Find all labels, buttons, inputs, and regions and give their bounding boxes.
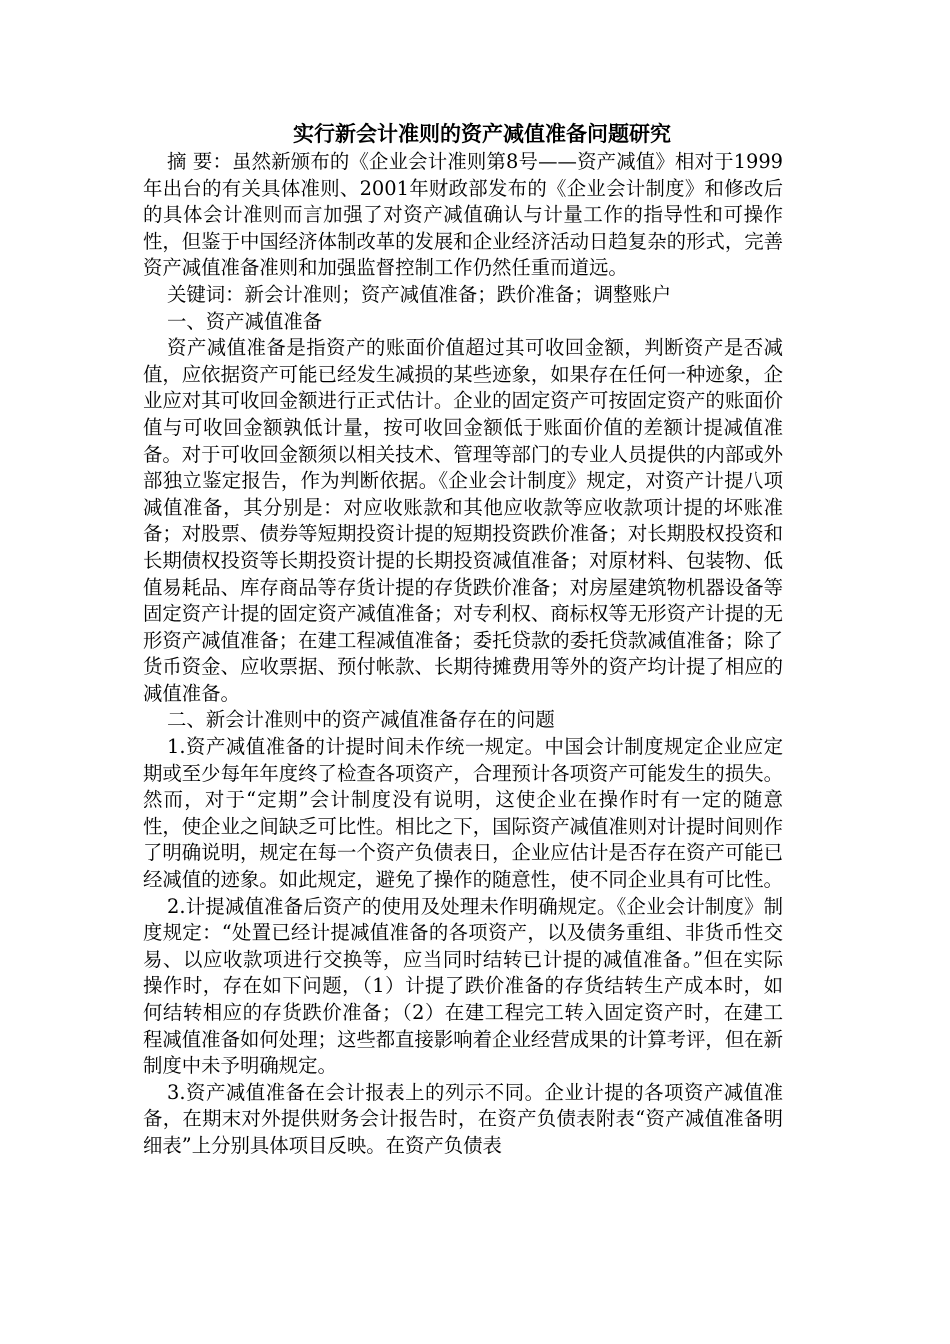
section-heading-2: 二、新会计准则中的资产减值准备存在的问题 (167, 708, 555, 732)
keywords-paragraph: 关键词：新会计准则；资产减值准备；跌价准备；调整账户 (167, 282, 672, 306)
document-body (143, 119, 783, 1160)
body-paragraph: 2.计提减值准备后资产的使用及处理未作明确规定。《企业会计制度》制度规定：“处置已经计提减值准备的各项资产，以及债务重组、非货币性交易、以应收款项进行交换等，应当同时结转已计提的减值准备。”但在实际操作时，存在如下问题，（1）计提了跌价准备的存货结转生产成本时，如何结转相应的存货跌价准备；（2）在建工程完工转入固定资产时，在建工程减值准备如何处理；这些都直接影响着企业经营成果的计算考评，但在新制度中未予明确规定。 (143, 894, 783, 1078)
document-title: 实行新会计准则的资产减值准备问题研究 (293, 121, 671, 146)
abstract-paragraph: 摘 要：虽然新颁布的《企业会计准则第8号——资产减值》相对于1999年出台的有关具体准则、2001年财政部发布的《企业会计制度》和修改后的具体会计准则而言加强了对资产减值确认与计量工作的指导性和可操作性，但鉴于中国经济体制改革的发展和企业经济活动日趋复杂的形式，完善资产减值准备准则和加强监督控制工作仍然任重而道远。 (143, 150, 783, 280)
body-paragraph: 3.资产减值准备在会计报表上的列示不同。企业计提的各项资产减值准备，在期末对外提供财务会计报告时，在资产负债表附表“资产减值准备明细表”上分别具体项目反映。在资产负债表 (143, 1080, 783, 1157)
body-paragraph: 1.资产减值准备的计提时间未作统一规定。中国会计制度规定企业应定期或至少每年年度终了检查各项资产，合理预计各项资产可能发生的损失。然而，对于“定期”会计制度没有说明，这使企业在操作时有一定的随意性，使企业之间缺乏可比性。相比之下，国际资产减值准则对计提时间则作了明确说明，规定在每一个资产负债表日，企业应估计是否存在资产可能已经减值的迹象。如此规定，避免了操作的随意性，使不同企业具有可比性。 (143, 735, 783, 892)
section-heading-1: 一、资产减值准备 (167, 309, 323, 333)
body-paragraph: 资产减值准备是指资产的账面价值超过其可收回金额，判断资产是否减值，应依据资产可能已经发生减损的某些迹象，如果存在任何一种迹象，企业应对其可收回金额进行正式估计。企业的固定资产可按固定资产的账面价值与可收回金额孰低计量，按可收回金额低于账面价值的差额计提减值准备。对于可收回金额须以相关技术、管理等部门的专业人员提供的内部或外部独立鉴定报告，作为判断依据。《企业会计制度》规定，对资产计提八项减值准备，其分别是：对应收账款和其他应收款等应收款项计提的坏账准备；对股票、债券等短期投资计提的短期投资跌价准备；对长期股权投资和长期债权投资等长期投资计提的长期投资减值准备；对原材料、包装物、低值易耗品、库存商品等存货计提的存货跌价准备；对房屋建筑物机器设备等固定资产计提的固定资产减值准备；对专利权、商标权等无形资产计提的无形资产减值准备；在建工程减值准备；委托贷款的委托贷款减值准备；除了货币资金、应收票据、预付帐款、长期待摊费用等外的资产均计提了相应的减值准备。 (143, 336, 783, 705)
